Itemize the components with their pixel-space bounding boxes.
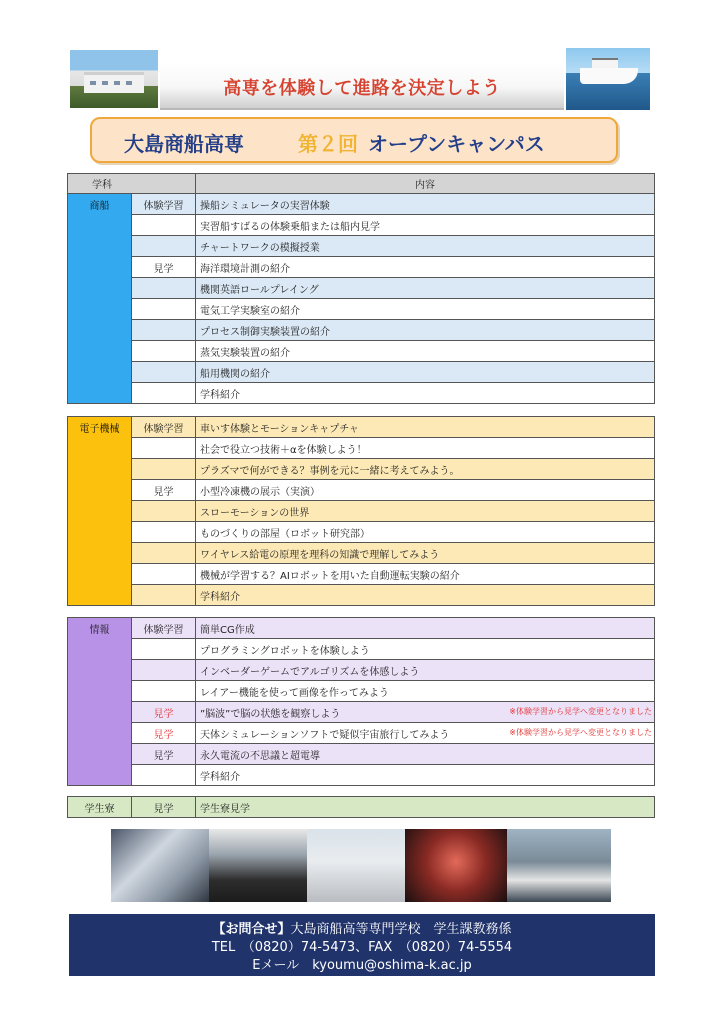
row-type [132,564,196,585]
row-type: 体験学習 [132,618,196,639]
dept-dorm: 学生寮 [68,797,132,818]
table-row [68,744,655,765]
table-row [68,383,655,404]
table-row [68,543,655,564]
contact-email: Eメール kyoumu@oshima-k.ac.jp [252,958,472,973]
table-row [68,585,655,606]
table-row [68,341,655,362]
header-banner [160,62,564,110]
table-row [68,257,655,278]
table-row [68,320,655,341]
title-event: オープンキャンパス [368,132,545,156]
row-type [132,320,196,341]
table-header-row [68,174,655,194]
row-type [132,501,196,522]
training-ship-photo [566,48,650,110]
dept-denshi-kikai: 電子機械 [68,417,132,606]
dept-joho: 情報 [68,618,132,786]
table-row [68,236,655,257]
table-row [68,278,655,299]
row-type: 見学 [132,257,196,278]
row-content: 学生寮見学 [196,797,655,818]
row-type [132,639,196,660]
row-content: 学科紹介 [196,383,655,404]
table-row [68,299,655,320]
title-number: 第２回 [298,132,358,156]
row-content: ものづくりの部屋（ロボット研究部） [196,522,655,543]
row-type: 見学 [132,723,196,744]
row-type: 体験学習 [132,417,196,438]
row-type [132,215,196,236]
table-row [68,702,655,723]
program-table-shosen [67,173,655,404]
contact-line-1 [69,918,655,937]
table-row [68,459,655,480]
row-content: 実習船すばるの体験乗船または船内見学 [196,215,655,236]
table-row [68,522,655,543]
row-type [132,438,196,459]
row-content: 蒸気実験装置の紹介 [196,341,655,362]
row-content: レイアー機能を使って画像を作ってみよう [196,681,655,702]
table-row [68,438,655,459]
table-row [68,194,655,215]
row-content: 社会で役立つ技術＋αを体験しよう！ [196,438,655,459]
title-school: 大島商船高専 [124,132,244,156]
program-table-dorm [67,796,655,818]
table-row [68,765,655,786]
row-type: 見学 [132,744,196,765]
row-type [132,522,196,543]
row-content: 小型冷凍機の展示（実演） [196,480,655,501]
row-content: チャートワークの模擬授業 [196,236,655,257]
row-content-cell [196,702,655,723]
row-type [132,660,196,681]
header-content: 内容 [196,174,655,194]
row-type [132,341,196,362]
program-table-joho [67,617,655,786]
row-type [132,299,196,320]
row-type [132,681,196,702]
header-dept: 学科 [68,174,196,194]
contact-phone-fax: TEL （0820）74-5473、FAX （0820）74-5554 [211,940,513,955]
row-type [132,585,196,606]
table-row [68,417,655,438]
row-type [132,459,196,480]
table-row [68,639,655,660]
row-content: プログラミングロボットを体験しよう [196,639,655,660]
row-type [132,236,196,257]
table-row [68,480,655,501]
table-row [68,618,655,639]
wheelchair-experience-photo [307,829,405,902]
row-content: 天体シミュレーションソフトで疑似宇宙旅行してみよう [200,729,450,741]
row-type: 見学 [132,797,196,818]
table-row [68,681,655,702]
row-type [132,765,196,786]
row-content: スローモーションの世界 [196,501,655,522]
school-building-photo [70,50,158,108]
row-content: ワイヤレス給電の原理を理科の知識で理解してみよう [196,543,655,564]
row-content-cell [196,723,655,744]
row-content: 永久電流の不思議と超電導 [196,744,655,765]
row-content: 機械が学習する？AIロボットを用いた自動運転実験の紹介 [196,564,655,585]
change-note: ※体験学習から見学へ変更となりました [509,707,652,716]
row-type: 体験学習 [132,194,196,215]
row-type [132,383,196,404]
ship-lab-photo [507,829,611,902]
event-title [90,117,618,163]
row-content: 車いす体験とモーションキャプチャ [196,417,655,438]
row-content: 機関英語ロールプレイング [196,278,655,299]
row-content: プラズマで何ができる？事例を元に一緒に考えてみよう。 [196,459,655,480]
row-content: 簡単CG作成 [196,618,655,639]
row-type: 見学 [132,480,196,501]
row-type [132,362,196,383]
contact-footer [69,914,655,976]
dark-room-demo-photo [405,829,507,902]
row-content: プロセス制御実験装置の紹介 [196,320,655,341]
row-type: 見学 [132,702,196,723]
row-type [132,543,196,564]
row-content: 学科紹介 [196,765,655,786]
change-note: ※体験学習から見学へ変更となりました [509,728,652,737]
students-lab-photo [209,829,307,902]
row-content: 操船シミュレータの実習体験 [196,194,655,215]
row-content: 電気工学実験室の紹介 [196,299,655,320]
table-row [68,362,655,383]
table-row [68,723,655,744]
banner-text: 高専を体験して進路を決定しよう [223,78,501,99]
row-type [132,278,196,299]
row-content: インベーダーゲームでアルゴリズムを体感しよう [196,660,655,681]
row-content: 船用機関の紹介 [196,362,655,383]
table-row [68,215,655,236]
table-row [68,797,655,818]
row-content: 海洋環境計測の紹介 [196,257,655,278]
program-table-denshi [67,416,655,606]
dept-shosen: 商船 [68,194,132,404]
contact-department: 大島商船高等専門学校 学生課教務係 [290,922,512,937]
table-row [68,660,655,681]
row-content: 学科紹介 [196,585,655,606]
table-row [68,564,655,585]
classroom-photo [111,829,209,902]
row-content: ”脳波”で脳の状態を観察しよう [200,708,341,720]
table-row [68,501,655,522]
contact-label: 【お問合せ】 [212,922,291,937]
